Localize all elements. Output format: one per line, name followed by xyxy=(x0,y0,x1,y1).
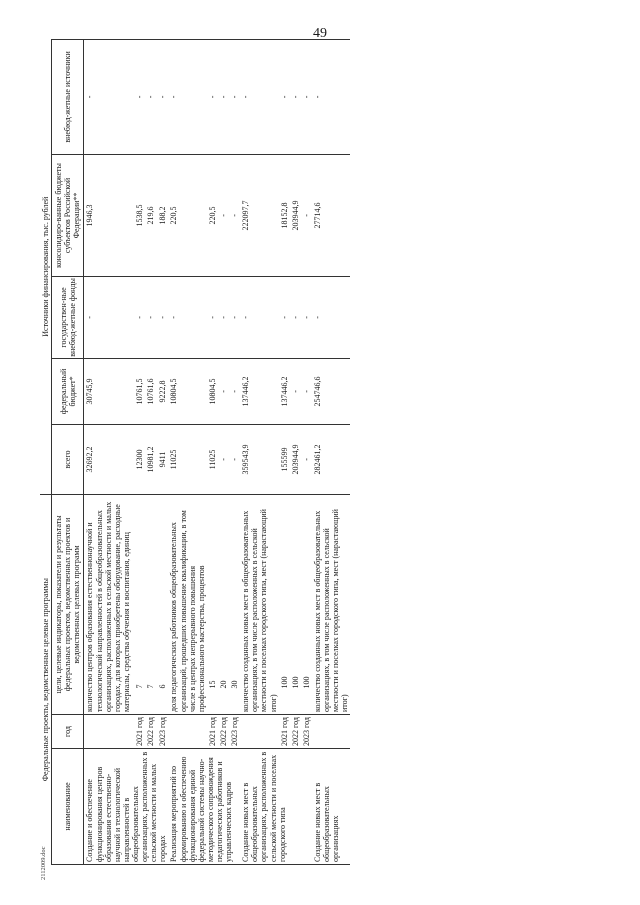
value-total: - xyxy=(229,424,240,494)
year-row xyxy=(218,39,229,864)
value-total: 9411 xyxy=(157,424,169,494)
value-total: 11025 xyxy=(207,424,218,494)
summary-funds: - xyxy=(168,276,206,358)
summary-offbudget: - xyxy=(84,39,134,154)
value-regional: 220,5 xyxy=(207,154,218,276)
rotated-table-container xyxy=(40,40,620,865)
indicator-value: 7 xyxy=(145,494,157,690)
summary-regional: 1946,3 xyxy=(84,154,134,276)
year-row xyxy=(301,39,312,864)
summary-offbudget: - xyxy=(312,39,350,154)
year-row xyxy=(279,39,290,864)
summary-funds: - xyxy=(84,276,134,358)
summary-offbudget: - xyxy=(168,39,206,154)
summary-regional: 222097,7 xyxy=(240,154,278,276)
value-offbudget: - xyxy=(134,39,146,154)
indicator-spacer xyxy=(145,691,157,715)
value-funds: - xyxy=(145,276,157,358)
header-regional: консолидиро-ванные бюджеты субъектов Российской Федерации** xyxy=(52,154,84,276)
indicator-value: 100 xyxy=(301,494,312,690)
value-regional: 18152,8 xyxy=(279,154,290,276)
header-funds: государствен-ные внебюд-жетные фонды xyxy=(52,276,84,358)
year-cell xyxy=(168,715,206,749)
year-label: 2021 год xyxy=(207,715,218,749)
summary-total: 32692,2 xyxy=(84,424,134,494)
value-regional: 203944,9 xyxy=(290,154,301,276)
value-offbudget: - xyxy=(207,39,218,154)
value-funds: - xyxy=(157,276,169,358)
indicator-text: количество созданных новых мест в общеобразовательных организациях, в том числе расположенных в сельской местности и поселках городского типа, мест (нарастающий итог) xyxy=(312,494,350,714)
year-label: 2022 год xyxy=(218,715,229,749)
value-federal: 137446,2 xyxy=(279,358,290,424)
value-federal: - xyxy=(218,358,229,424)
value-federal: - xyxy=(301,358,312,424)
year-label: 2021 год xyxy=(134,715,146,749)
value-total: 12300 xyxy=(134,424,146,494)
year-cell xyxy=(312,715,350,749)
value-offbudget: - xyxy=(301,39,312,154)
indicator-text: количество созданных новых мест в общеобразовательных организациях, в том числе расположенных в сельской местности и поселках городского типа, мест (нарастающий итог) xyxy=(240,494,278,714)
section-summary-row xyxy=(312,39,350,864)
section-summary-row xyxy=(168,39,206,864)
value-funds: - xyxy=(207,276,218,358)
indicator-text: доля педагогических работников общеобразовательных организаций, прошедших повышение квалификации, в том числе в центрах непрерывного повышения профессионального мастерства, процентов xyxy=(168,494,206,714)
value-regional: - xyxy=(218,154,229,276)
value-funds: - xyxy=(134,276,146,358)
section-name: Создание новых мест в общеобразовательных организациях xyxy=(312,749,350,865)
year-row xyxy=(229,39,240,864)
summary-total: 359543,9 xyxy=(240,424,278,494)
summary-funds: - xyxy=(240,276,278,358)
indicator-value: 100 xyxy=(290,494,301,690)
header-name: наименование xyxy=(52,749,84,865)
value-offbudget: - xyxy=(290,39,301,154)
year-label: 2022 год xyxy=(145,715,157,749)
value-offbudget: - xyxy=(145,39,157,154)
indicator-value: 20 xyxy=(218,494,229,690)
year-cell xyxy=(84,715,134,749)
summary-offbudget: - xyxy=(240,39,278,154)
summary-federal: 254746,6 xyxy=(312,358,350,424)
year-row xyxy=(207,39,218,864)
value-funds: - xyxy=(301,276,312,358)
indicator-value: 6 xyxy=(157,494,169,690)
summary-federal: 30745,9 xyxy=(84,358,134,424)
year-label: 2022 год xyxy=(290,715,301,749)
value-regional: - xyxy=(301,154,312,276)
indicator-spacer xyxy=(229,691,240,715)
year-label: 2023 год xyxy=(229,715,240,749)
indicator-value: 7 xyxy=(134,494,146,690)
document-id: 2112009.doc xyxy=(40,846,47,880)
value-federal: 10761,6 xyxy=(145,358,157,424)
summary-regional: 27714,6 xyxy=(312,154,350,276)
header-offbudget: внебюд-жетные источники xyxy=(52,39,84,154)
summary-federal: 10804,5 xyxy=(168,358,206,424)
year-label: 2023 год xyxy=(157,715,169,749)
value-offbudget: - xyxy=(157,39,169,154)
indicator-spacer xyxy=(207,691,218,715)
section-name: Реализация мероприятий по формированию и обеспечению функционирования единой федеральной системы научно-методического сопровождения педагогических работников и управленческих кадров xyxy=(168,749,240,865)
value-offbudget: - xyxy=(218,39,229,154)
indicator-spacer xyxy=(301,691,312,715)
value-regional: 188,2 xyxy=(157,154,169,276)
value-federal: 10804,5 xyxy=(207,358,218,424)
value-federal: - xyxy=(229,358,240,424)
value-regional: 219,6 xyxy=(145,154,157,276)
summary-funds: - xyxy=(312,276,350,358)
value-funds: - xyxy=(279,276,290,358)
value-funds: - xyxy=(218,276,229,358)
value-funds: - xyxy=(229,276,240,358)
financing-table xyxy=(40,39,350,865)
section-name: Создание и обеспечение функционирования центров образования естественно-научной и технологической направленностей в общеобразовательных организациях, расположенных в сельской местности и малых городах xyxy=(84,749,168,865)
value-regional: - xyxy=(229,154,240,276)
indicator-spacer xyxy=(279,691,290,715)
header-total: всего xyxy=(52,424,84,494)
year-row xyxy=(290,39,301,864)
indicator-spacer xyxy=(134,691,146,715)
indicator-value: 15 xyxy=(207,494,218,690)
header-goals: цели, целевые индикаторы, показатели и результаты федеральных проектов, ведомственных проектов и ведомственных целевых программ xyxy=(52,494,84,714)
indicator-value: 30 xyxy=(229,494,240,690)
year-row xyxy=(157,39,169,864)
section-summary-row xyxy=(84,39,134,864)
year-cell xyxy=(240,715,278,749)
year-label: 2023 год xyxy=(301,715,312,749)
header-group-sources: Источники финансирования, тыс. рублей xyxy=(40,39,52,494)
year-row xyxy=(134,39,146,864)
indicator-text: количество центров образования естественнонаучной и технологической направленностей в общеобразовательных организациях, расположенных в сельской местности и малых городах, для которых приобретены оборудование, расходные материалы, средства обучения и воспитания, единиц xyxy=(84,494,134,714)
year-row xyxy=(145,39,157,864)
summary-regional: 220,5 xyxy=(168,154,206,276)
header-federal: федеральный бюджет* xyxy=(52,358,84,424)
summary-federal: 137446,2 xyxy=(240,358,278,424)
summary-total: 11025 xyxy=(168,424,206,494)
value-regional: 1538,5 xyxy=(134,154,146,276)
page-number: 49 xyxy=(313,26,327,41)
value-funds: - xyxy=(290,276,301,358)
indicator-spacer xyxy=(290,691,301,715)
value-total: 10981,2 xyxy=(145,424,157,494)
summary-total: 282461,2 xyxy=(312,424,350,494)
value-total: - xyxy=(218,424,229,494)
header-group-projects: Федеральные проекты, ведомственные целевые программы xyxy=(40,494,52,864)
header-year: год xyxy=(52,715,84,749)
indicator-spacer xyxy=(157,691,169,715)
value-offbudget: - xyxy=(279,39,290,154)
value-federal: 10761,5 xyxy=(134,358,146,424)
indicator-spacer xyxy=(218,691,229,715)
value-total: 155599 xyxy=(279,424,290,494)
year-label: 2021 год xyxy=(279,715,290,749)
section-name: Создание новых мест в общеобразовательных организациях, расположенных в сельской местности и поселках городского типа xyxy=(240,749,312,865)
value-offbudget: - xyxy=(229,39,240,154)
value-federal: 9222,8 xyxy=(157,358,169,424)
value-total: - xyxy=(301,424,312,494)
value-total: 203944,9 xyxy=(290,424,301,494)
indicator-value: 100 xyxy=(279,494,290,690)
section-summary-row xyxy=(240,39,278,864)
value-federal: - xyxy=(290,358,301,424)
